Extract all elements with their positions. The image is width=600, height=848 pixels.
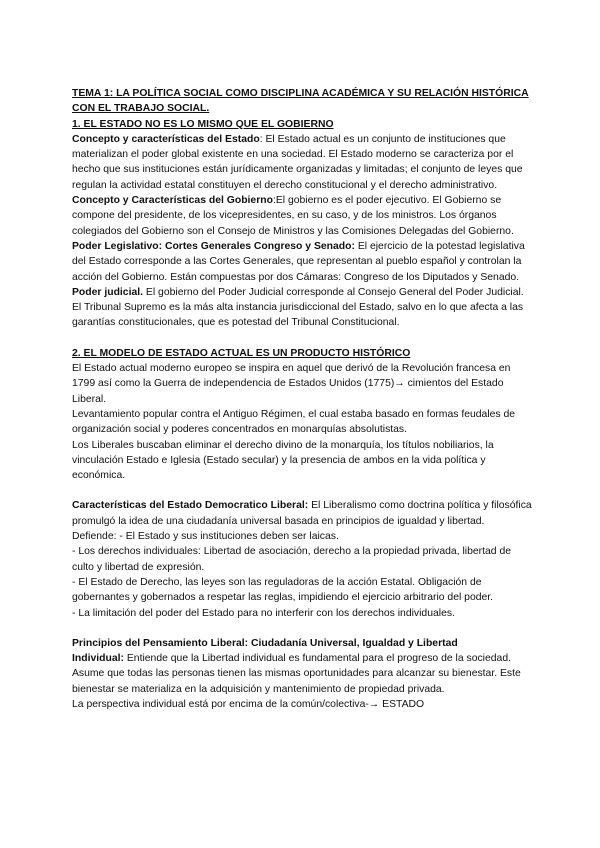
- paragraph-democratico: [72, 498, 532, 529]
- paragraph-judicial-text: El gobierno del Poder Judicial corresponde al Consejo General del Poder Judicial. El Tribunal Supremo es la más alta instancia jurisdiccional del Estado, salvo en lo que afecta a las garantías constitucionales, que es potestad del Tribunal Constitucional.: [72, 286, 524, 329]
- spacer: [72, 331, 532, 346]
- paragraph-gobierno-text: :El gobierno es el poder ejecutivo. El Gobierno se compone del presidente, de los vicepresidentes, en su caso, y de los ministros. Los órganos colegiados del Gobierno son el Consejo de Ministros y las Comisiones Delegadas del Gobierno.: [72, 195, 514, 237]
- section-4-heading: [72, 636, 532, 651]
- section-4-heading-text: Principios del Pensamiento Liberal: Ciudadanía Universal, Igualdad y Libertad: [72, 637, 458, 649]
- paragraph-modelo-1: El Estado actual moderno europeo se inspira en aquel que derivó de la Revolución francesa en 1799 así como la Guerra de independencia de Estados Unidos (1775)→ cimientos del Estado Liberal.: [72, 363, 511, 405]
- paragraph-estado-text: : El Estado actual es un conjunto de instituciones que materializan el poder global existente en una sociedad. El Estado moderno se caracteriza por el hecho que sus instituciones están jurídicamente organizadas y limitadas; el conjunto de leyes que regulan la actividad estatal constituyen el derecho constitucional y el derecho administrativo.: [72, 133, 523, 191]
- paragraph-legislativo-label: Poder Legislativo: Cortes Generales Congreso y Senado:: [72, 240, 355, 252]
- spacer: [72, 621, 532, 636]
- paragraph-estado: [72, 132, 532, 193]
- paragraph-legislativo: [72, 239, 532, 285]
- paragraph-judicial: [72, 285, 532, 331]
- list-item: - Los derechos individuales: Libertad de asociación, derecho a la propiedad privada, libertad de culto y libertad de expresión.: [72, 546, 511, 573]
- section-2-heading: 2. EL MODELO DE ESTADO ACTUAL ES UN PRODUCTO HISTÓRICO: [72, 347, 411, 359]
- paragraph-legislativo-text: El ejercicio de la potestad legislativa del Estado corresponde a las Cortes Generales, que representan al pueblo español y controlan la acción del Gobierno. Están compuestas por dos Cámaras: Congreso de los Diputados y Senado.: [72, 240, 525, 283]
- list-item: - El Estado de Derecho, las leyes son las reguladoras de la acción Estatal. Obligación de gobernantes y gobernados a respetar las reglas, impidiendo el ejercicio arbitrario del poder.: [72, 576, 494, 604]
- paragraph-modelo-3: Los Liberales buscaban eliminar el derecho divino de la monarquía, los títulos nobiliarios, la vinculación Estado e Iglesia (Estado secular) y la presencia de ambos en la vida política y económica.: [72, 439, 494, 482]
- paragraph-estado-label: Concepto y características del Estado: [72, 133, 260, 145]
- spacer: [72, 483, 532, 498]
- list-item: Defiende: - El Estado y sus instituciones deben ser laicas.: [72, 531, 339, 543]
- paragraph-democratico-text: El Liberalismo como doctrina política y filosófica promulgó la idea de una ciudadanía universal basada en principios de igualdad y libertad.: [72, 500, 532, 527]
- list-item: - La limitación del poder del Estado para no interferir con los derechos individuales.: [72, 607, 455, 619]
- paragraph-judicial-label: Poder judicial.: [72, 286, 144, 298]
- paragraph-oportunidades: Asume que todas las personas tienen las mismas oportunidades para alcanzar su bienestar. Este bienestar se materializa en la adquisición y mantenimiento de propiedad privada.: [72, 668, 521, 695]
- paragraph-individual: [72, 651, 532, 666]
- paragraph-gobierno-label: Concepto y Características del Gobierno: [72, 195, 273, 207]
- document-title: TEMA 1: LA POLÍTICA SOCIAL COMO DISCIPLINA ACADÉMICA Y SU RELACIÓN HISTÓRICA CON EL TRABAJO SOCIAL.: [72, 88, 529, 115]
- document-page: [72, 86, 532, 712]
- paragraph-individual-text: Entiende que la Libertad individual es fundamental para el progreso de la sociedad.: [123, 653, 511, 665]
- section-1-heading: 1. EL ESTADO NO ES LO MISMO QUE EL GOBIERNO: [72, 118, 334, 130]
- paragraph-modelo-2: Levantamiento popular contra el Antiguo Régimen, el cual estaba basado en formas feudales de organización social y poderes concentrados en monarquías absolutistas.: [72, 408, 516, 436]
- paragraph-democratico-label: Características del Estado Democratico Liberal:: [72, 500, 309, 512]
- paragraph-gobierno: [72, 193, 532, 239]
- paragraph-perspectiva: La perspectiva individual está por encima de la común/colectiva-→ ESTADO: [72, 698, 425, 710]
- paragraph-individual-label: Individual:: [72, 653, 124, 665]
